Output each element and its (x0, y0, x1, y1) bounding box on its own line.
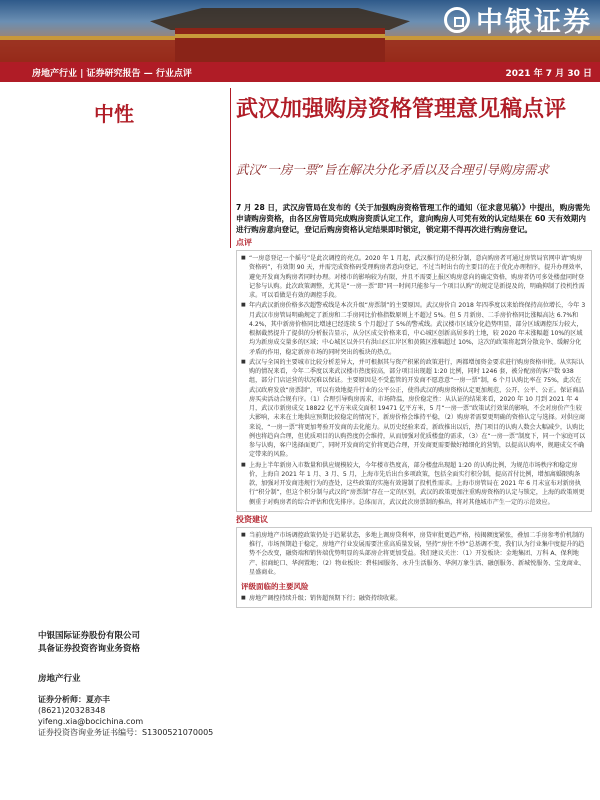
analyst-email: yifeng.xia@bocichina.com (38, 717, 144, 726)
boc-logo-icon (444, 7, 470, 33)
analyst-license: 证券投资咨询业务证书编号：S1300521070005 (38, 728, 214, 737)
logo-text: 中银证券 (476, 7, 592, 38)
title-divider (230, 88, 231, 248)
report-category: 房地产行业 | 证券研究报告 — 行业点评 (32, 68, 192, 79)
header-banner (0, 0, 600, 62)
broker-license-line: 具备证券投资咨询业务资格 (38, 644, 141, 654)
section-label-comment: 点评 (236, 238, 252, 247)
section-label-invest: 投资建议 (236, 514, 268, 524)
palace-roof-image (150, 8, 410, 30)
risk-heading: 评级面临的主要风险 (241, 582, 309, 591)
broker-info (38, 630, 140, 656)
comment-bullet: ■ 年内武汉新房价格多次超警戒线是本次升级“房票制”的主要原因。武汉房价自 2018 年四季度以来始终保持高位增长，今年 3 月武汉市房管局明确规定了新房和二手房同比价格指数原则上不超过 5%。但 5 月新房、二手房价格同比涨幅高达 6.7%和 4.2%，其中新房价格同比增速已经连续 5 个月超过了 5%的警戒线。武汉楼市区域分化趋势明显，部分区域调控压力较大，根据截然提升了提供的分析报告显示，从分区成交价格来看，中心城区创新高居多的土地，较 2020 年末涨幅超 10%的区域均为新房成交量多的区域；中心城区以外只有洪山区江岸区和黄陂区涨幅超过 10%，这次的政策将起到分散竞争、缓解分化矛盾的作用，稳定新房市场的同时突出的板块的热点。 (241, 301, 587, 357)
comment-bullet: ■ “一房意登记一个摇号”是此次调控的亮点。2020 年 1 月起，武汉推行的是积分制，意向购房者可通过房管局官网申请“购房资格码”，有效期 90 天，并需完成资格码受理购房者意向登记，不过当时出台的主要目的在于优化办理程序，提升办理效率，避免开发商为购房者同时办理。对楼市的影响较为有限，并且不需要上报区购房意向的确定资格，购房者仍可多处楼盘同时登记参与认购。此次政策调整，尤其是“一房一票”即“同一时间只能参与一个项目认购”的规定是新提及的，明确抑制了投机性需求。可以看做是有效的调控手段。 (241, 254, 587, 300)
industry-rating: 中性 (94, 102, 134, 126)
report-info-bar (0, 62, 600, 82)
comment-bullet: ■ 武汉与全国的主要城市比较分析差异大，并可根据其与资产积累的政策进行，两都增加资金要求进行购房资格审批。从实际认购的情况来看，今年二季度以来武汉楼市热度较高，部分项目出现超 1:20 比例，同时 1246 套，被分配房的客户数 938 组，部分门店运营的状况难以保证。主要原因是不受监管的开发商不愿意意“一房一票”制，6 个月认购比率在 75%，此次在武汉政府发放“房票制”，可以有效地提升行业的公平公正，使得武汉的购房资格认定更加规范，公开、公平、公正。保证商品房买卖活动合规有序。（1）合理引导购房需求，市场降温，房价稳定性：从认证的结果来看，2020 年 10 月到 2021 年 4 月，武汉市新房成交 18822 亿平方米成交面积 19471 亿平方米，5 月“一房一票”政策试行效果的影响，不会对房价产生较大影响，未来在土地供应预期比较稳定的情况下，新房价格会维持平稳，（2）购房者需要更明确的资格认定与选择。对供应商来说，“一房一票”将更加考验开发商的去化能力。从历史经验来看，新政推出以后，热门项目的认购人数会大幅减少，认购比例也将趋向合理，但优质项目的认购热度仍会维持，从而加强对优质楼盘的需求，（3）在“一房一票”制度下，同一个家庭可以参与认购，客户选择面更广，同时开发商的定价将更趋合理，开发商更需要做好精细化的营销，以提高认购率，规避成交不确定带来的风险。 (241, 358, 587, 460)
report-body (236, 202, 592, 608)
invest-bullet: ■ 当前房地产市场调控政策仍处于趋紧状态，多地上调房贷利率，房贷审批更趋严格，按揭额度紧张，叠加二手房参考价机制的推行，市场预期趋于稳定，房地产行业发展需要注重高质量发展，坚持“房住不炒”总基调不变，我们认为行业集中度提升的趋势不会改变，融资端和销售端优势明显的头部房企将更加受益。我们建议关注：（1）开发板块：金地集团、万科 A、保利地产、招商蛇口、华润置地；（2）物业板块：碧桂园服务、永升生活服务、华润万象生活、融创服务、新城悦服务、宝龙商业、星盛商业。 (241, 531, 587, 577)
report-subtitle: 武汉“一房一票”旨在解决分化矛盾以及合理引导购房需求 (236, 162, 549, 177)
boc-logo (444, 0, 592, 39)
palace-hall-image (175, 28, 385, 62)
invest-card (236, 527, 592, 609)
report-date: 2021 年 7 月 30 日 (505, 68, 592, 79)
comment-bullet: ■ 上海上半年新房入市数量和供应规模较大，今年楼市热度高，部分楼盘出现超 1:20 的认购比例，为规范市场秩序和稳定房价，上海自 2021 年 1 月、3 月、5 月，上海市先后出台多项政策，包括全面实行积分制，提高首付比例，增加离婚限购条款，加强对开发商违规行为的查处，这些政策的实施有效遏制了投机性需求。上海市房管局在 2021 年 6 月末宣布对新房执行“积分制”，但这个积分制与武汉的“房票制”存在一定的区别，武汉的政策更加注重购房资格的认定与锁定，上海的政策则更侧重于对购房者的综合评估和优先排序。总体而言，武汉此次房票制的推出，将对其他城市产生一定的示范效应。 (241, 461, 587, 507)
analyst-phone: (8621)20328348 (38, 706, 106, 715)
analyst-info (38, 694, 213, 738)
analyst-name: 证券分析师：夏亦丰 (38, 695, 110, 704)
risk-bullet: ■ 房地产调控持续升级；销售超预期下行；融资持续收紧。 (241, 594, 587, 603)
industry-label: 房地产行业 (38, 674, 81, 684)
report-title: 武汉加强购房资格管理意见稿点评 (236, 96, 567, 122)
comment-card (236, 250, 592, 512)
lead-paragraph: 7 月 28 日，武汉房管局在发布的《关于加强购房资格管理工作的通知（征求意见稿）》中提出，购房需先申请购房资格，由各区房管局完成购房资质认定工作，意向购房人可凭有效的认定结果在 60 天有效期内进行购房意向登记，登记后购房资格认定结果即时锁定，锁定期不得再次进行购房登记。 (236, 203, 591, 234)
broker-name: 中银国际证券股份有限公司 (38, 631, 141, 641)
